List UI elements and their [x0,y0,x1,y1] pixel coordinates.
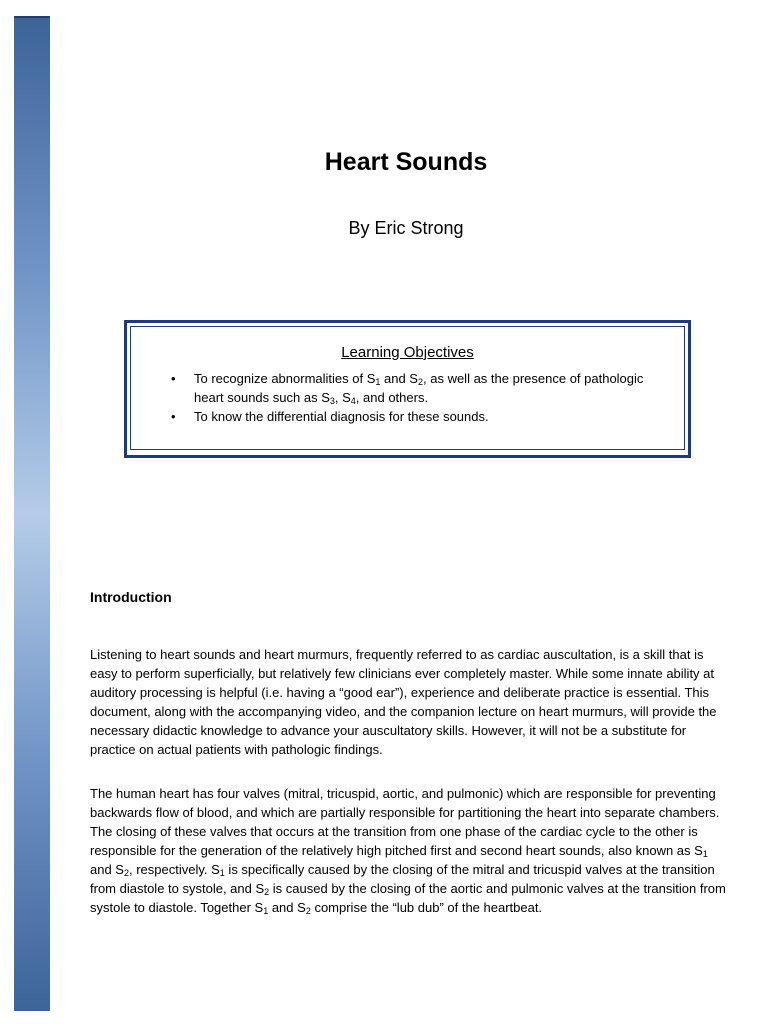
paragraph-text: , respectively. S [129,862,220,877]
objective-text: To know the differential diagnosis for these sounds. [194,409,489,424]
paragraph-text: and S [268,900,306,915]
objective-item-differential [171,407,684,426]
subscript: 1 [263,906,269,916]
learning-objectives-box [124,320,691,458]
learning-objectives-heading: Learning Objectives [341,344,474,361]
subscript: 2 [123,868,129,878]
paragraph-text: The human heart has four valves (mitral, tricuspid, aortic, and pulmonic) which are responsible for preventing backwards flow of blood, and which are partially responsible for partitioning the heart into separate chambers. The closing of these valves that occurs at the transition from one phase of the cardiac cycle to the other is responsible for the generation of the relatively high pitched first and second heart sounds, also known as S [90,786,720,858]
objective-item-recognize [171,369,684,407]
document-title: Heart Sounds [324,148,488,176]
introduction-heading: Introduction [90,589,172,605]
learning-objectives-list [131,369,684,426]
objective-text: , and others. [355,390,429,405]
bullet-icon: • [171,409,176,424]
subscript: 4 [350,396,356,406]
bullet-icon: • [171,371,176,386]
introduction-paragraph-2 [90,784,730,917]
learning-objectives-inner-border [130,326,685,450]
paragraph-text: and S [90,862,124,877]
objective-text: To recognize abnormalities of S [194,371,376,386]
subscript: 1 [219,868,225,878]
objective-text: , S [334,390,351,405]
introduction-paragraph-1: Listening to heart sounds and heart murmurs, frequently referred to as cardiac auscultation, is a skill that is easy to perform superficially, but relatively few clinicians ever completely master. While some innate ability at auditory processing is helpful (i.e. having a “good ear”), experience and deliberate practice is essential. This document, along with the accompanying video, and the companion lecture on heart murmurs, will provide the necessary didactic knowledge to advance your auscultatory skills. However, it will not be a substitute for practice on actual patients with pathologic findings. [90,647,717,757]
paragraph-text: is caused by the closing of the aortic and pulmonic valves at the transition from systole to diastole. Together S [90,881,726,915]
subscript: 1 [375,377,381,387]
subscript: 2 [305,906,311,916]
document-author: By Eric Strong [348,218,464,238]
subscript: 1 [702,849,708,859]
subscript: 2 [264,887,270,897]
paragraph-text: comprise the “lub dub” of the heartbeat. [310,900,543,915]
objective-text: and S [380,371,418,386]
objective-text: , as well as the presence of pathologic heart sounds such as S [194,371,644,405]
subscript: 3 [329,396,335,406]
subscript: 2 [417,377,423,387]
paragraph-text: is specifically caused by the closing of the mitral and tricuspid valves at the transition from diastole to systole, and S [90,862,715,896]
